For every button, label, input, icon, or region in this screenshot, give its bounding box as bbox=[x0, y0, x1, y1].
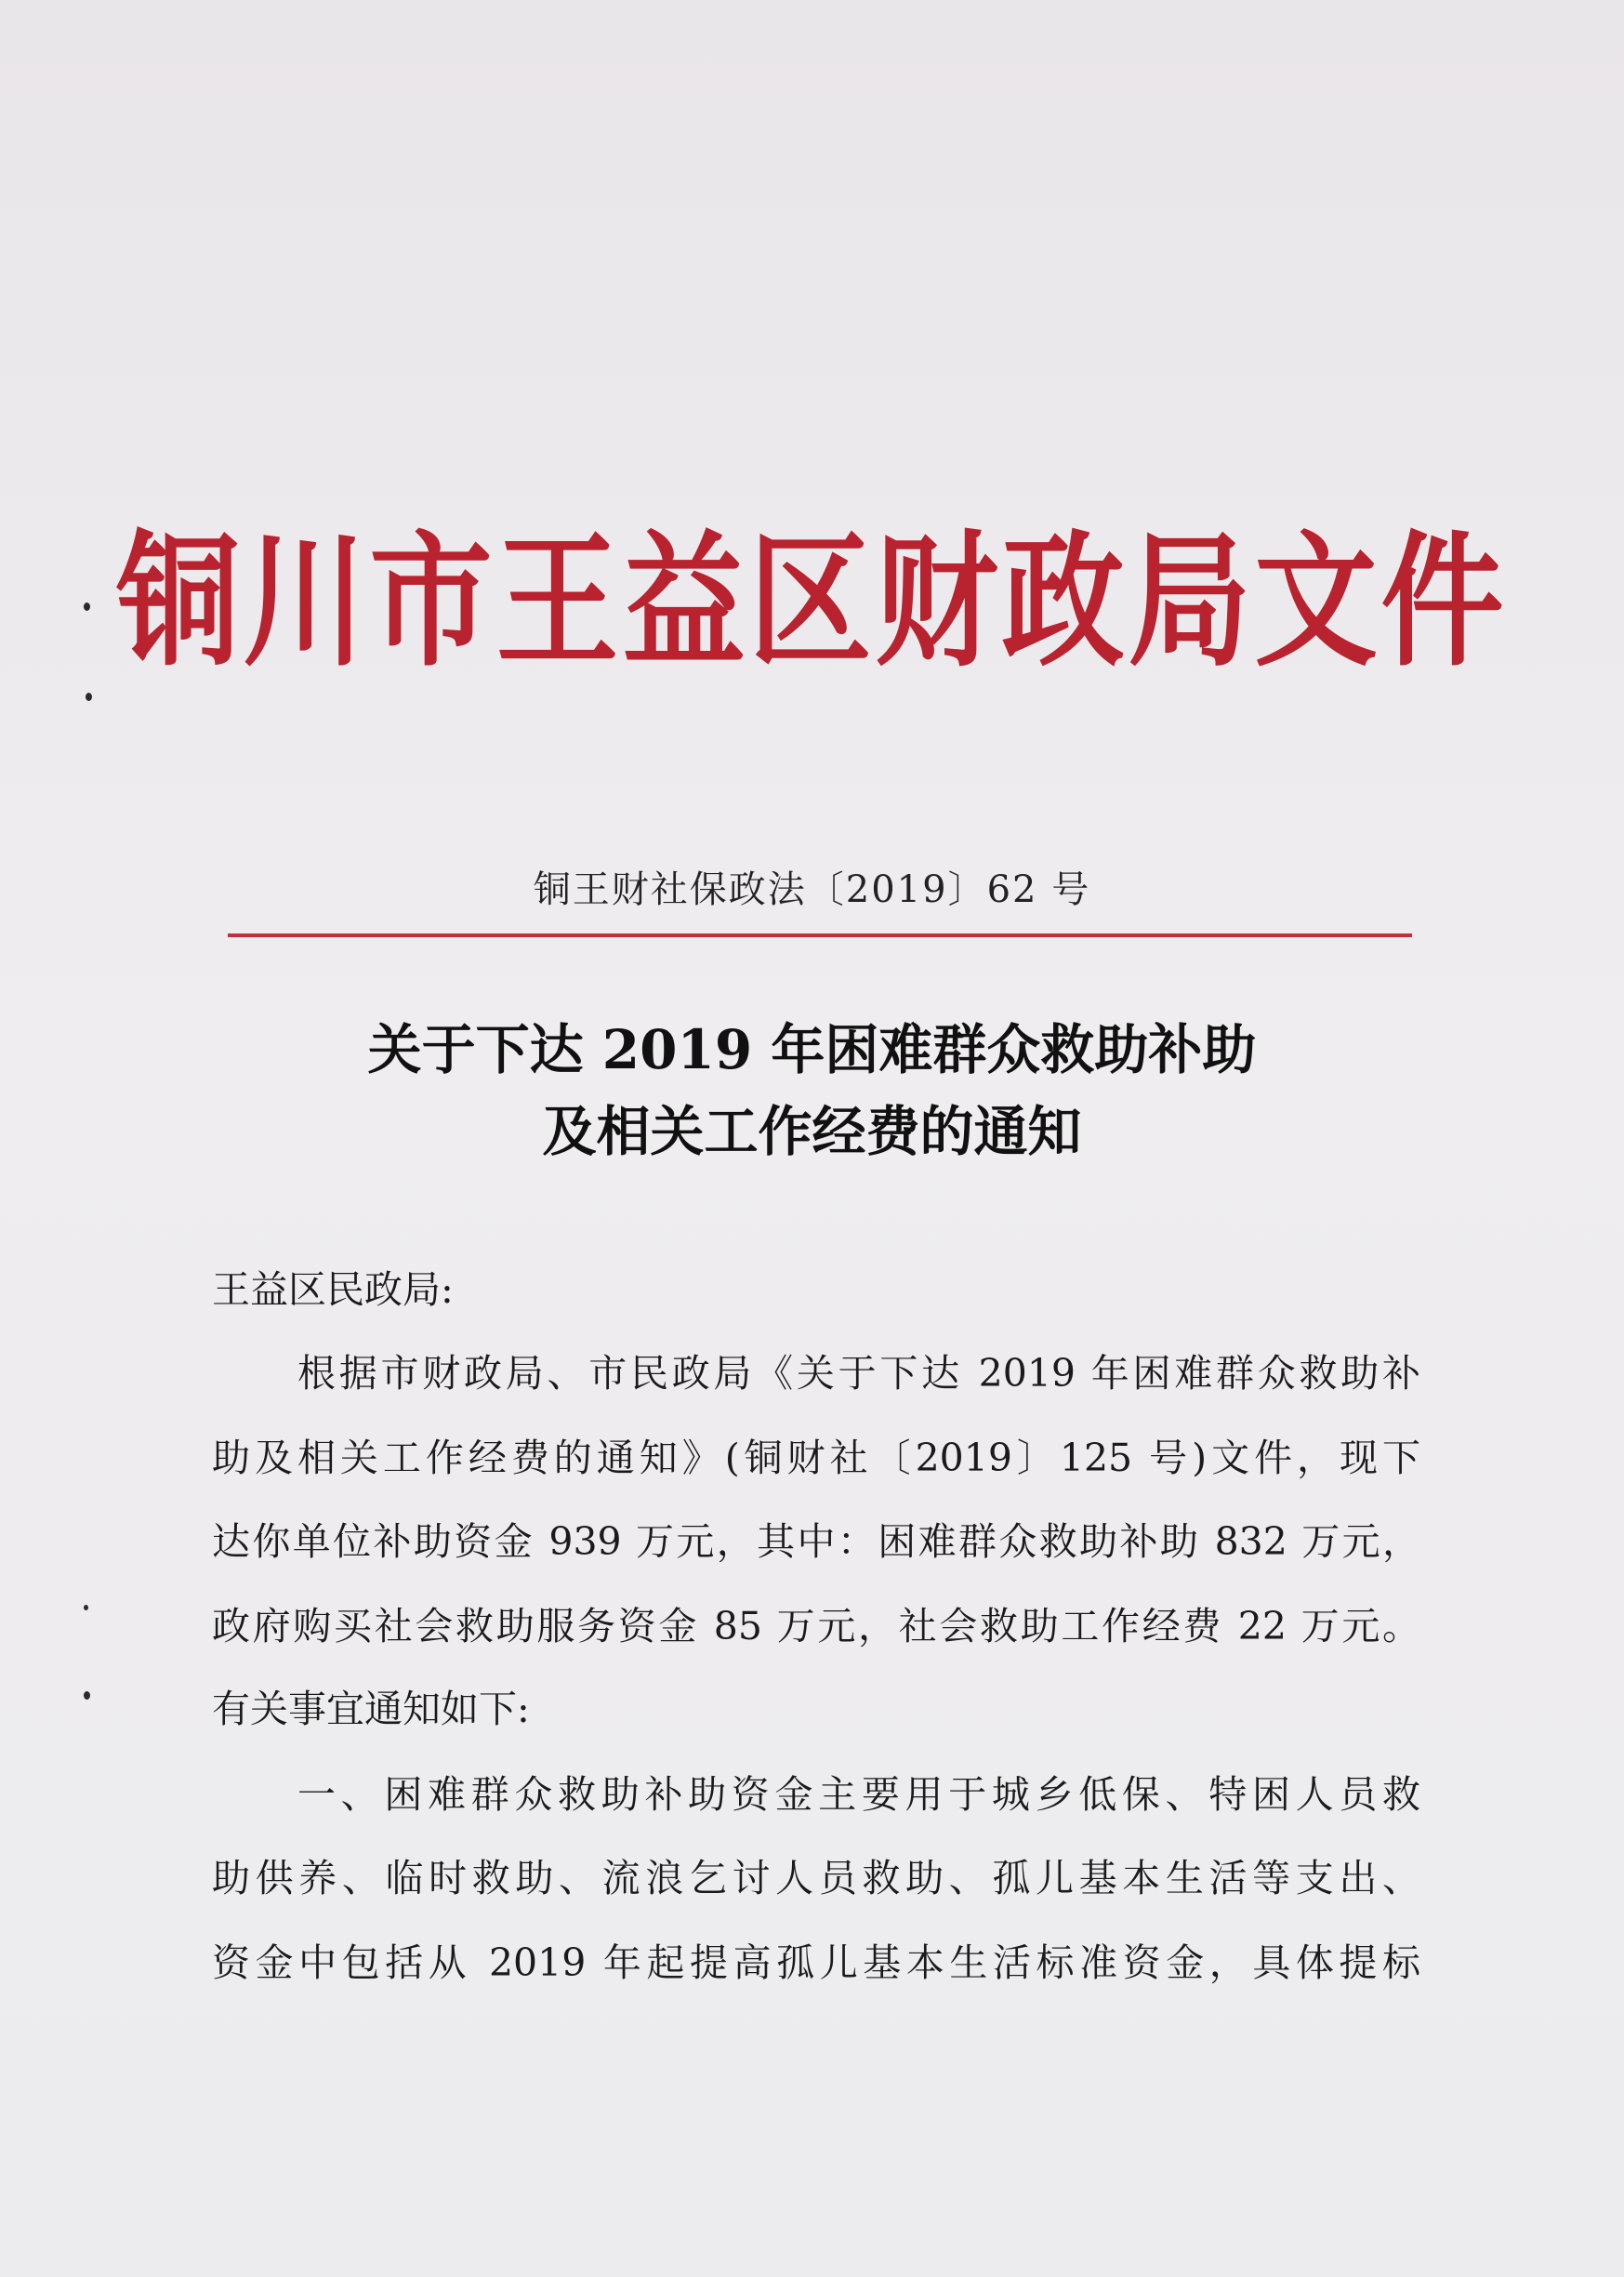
binding-hole-mark bbox=[84, 1691, 90, 1700]
notice-title-line-1: 关于下达 2019 年困难群众救助补助 bbox=[367, 1018, 1257, 1081]
body-line-1: 根据市财政局、市民政局《关于下达 2019 年困难群众救助补 bbox=[297, 1351, 1420, 1396]
document-number: 铜王财社保政法〔2019〕62 号 bbox=[533, 868, 1091, 911]
binding-hole-mark bbox=[86, 693, 92, 701]
body-line-6: 一、困难群众救助补助资金主要用于城乡低保、特困人员救 bbox=[297, 1772, 1420, 1817]
addressee: 王益区民政局: bbox=[212, 1267, 454, 1312]
body-line-7: 助供养、临时救助、流浪乞讨人员救助、孤儿基本生活等支出、 bbox=[212, 1856, 1420, 1900]
header-red-rule bbox=[228, 933, 1412, 937]
body-line-5: 有关事宜通知如下: bbox=[212, 1687, 530, 1731]
body-line-4: 政府购买社会救助服务资金 85 万元，社会救助工作经费 22 万元。 bbox=[212, 1604, 1420, 1648]
body-line-2: 助及相关工作经费的通知》(铜财社〔2019〕125 号)文件，现下 bbox=[212, 1436, 1420, 1480]
body-line-8: 资金中包括从 2019 年起提高孤儿基本生活标准资金，具体提标 bbox=[212, 1940, 1420, 1985]
binding-hole-mark bbox=[84, 1605, 88, 1610]
document-header-title: 铜川市王益区财政局文件 bbox=[116, 518, 1508, 687]
notice-title-line-2: 及相关工作经费的通知 bbox=[542, 1100, 1082, 1163]
body-line-3: 达你单位补助资金 939 万元，其中：困难群众救助补助 832 万元， bbox=[212, 1519, 1420, 1564]
